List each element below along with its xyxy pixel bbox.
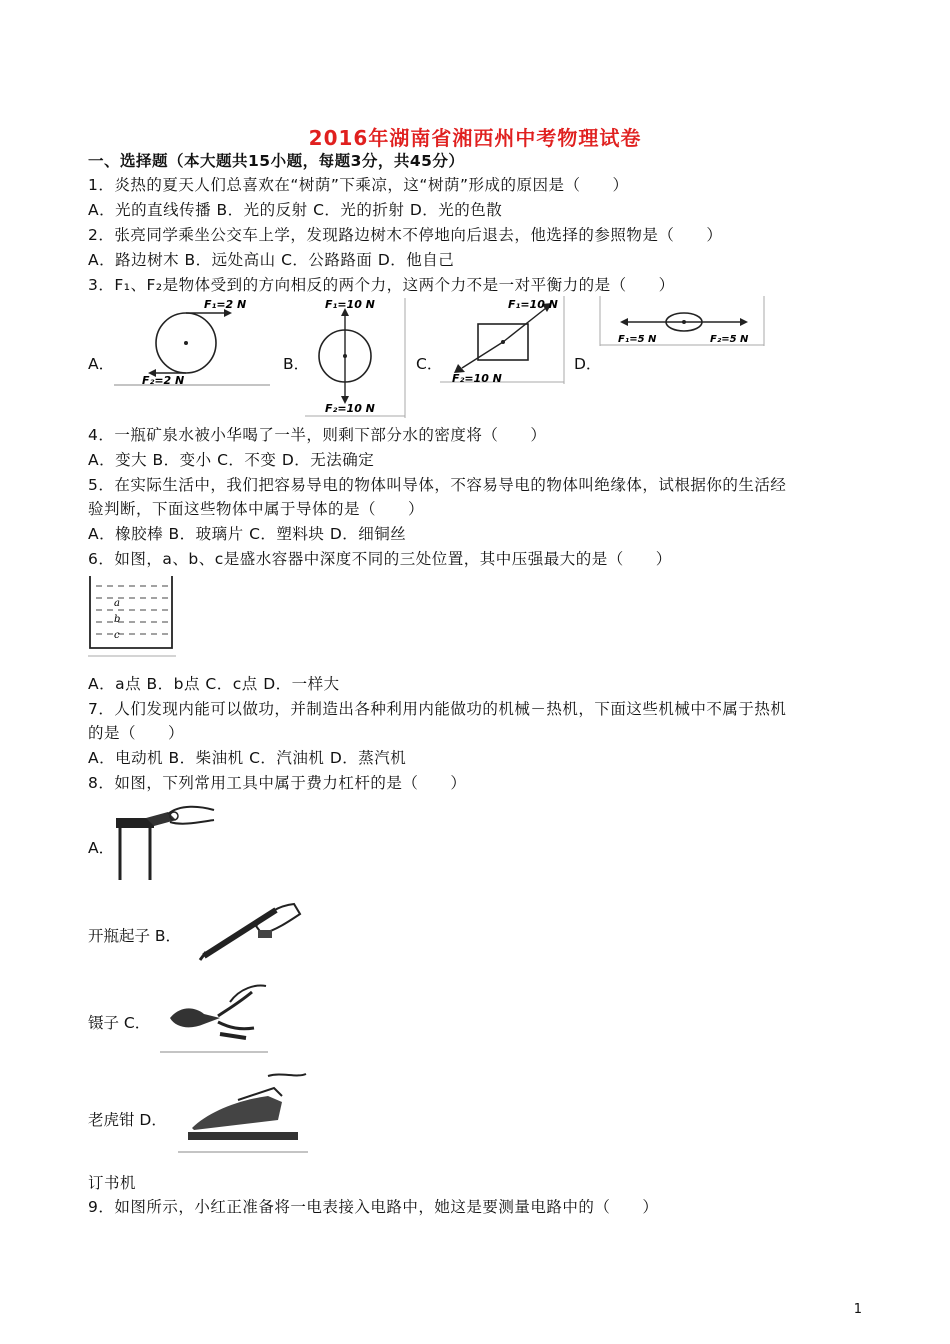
q7-options: A．电动机 B．柴油机 C．汽油机 D．蒸汽机 — [88, 749, 407, 767]
q5-stem-line2: 验判断，下面这些物体中属于导体的是（ ） — [88, 500, 425, 518]
q5-stem-line1: 5．在实际生活中，我们把容易导电的物体叫导体，不容易导电的物体叫绝缘体，试根据你的生活经 — [88, 476, 787, 494]
q8-stem: 8．如图，下列常用工具中属于费力杠杆的是（ ） — [88, 774, 467, 792]
q3c-f1-label: F₁=10 N — [508, 298, 558, 311]
section-heading: 一、选择题（本大题共15小题，每题3分，共45分） — [88, 152, 465, 170]
q6-point-a: a — [114, 598, 120, 609]
q8-figure-pliers — [160, 972, 270, 1054]
page-number: 1 — [853, 1302, 862, 1317]
q6-container-figure — [88, 574, 178, 658]
q3d-f2-label: F₂=5 N — [710, 334, 749, 345]
q5-options: A．橡胶棒 B．玻璃片 C．塑料块 D．细铜丝 — [88, 525, 407, 543]
q3d-f1-label: F₁=5 N — [618, 334, 657, 345]
q7-stem-line2: 的是（ ） — [88, 724, 185, 742]
q3c-f2-label: F₂=10 N — [452, 372, 502, 385]
q7-stem-line1: 7．人们发现内能可以做功，并制造出各种利用内能做功的机械－热机，下面这些机械中不属于热机 — [88, 700, 787, 718]
q3a-f2-label: F₂=2 N — [142, 374, 185, 387]
q8-figure-tweezers — [196, 896, 306, 966]
q8-figure-stapler — [178, 1066, 310, 1154]
q3-label-d: D． — [574, 355, 602, 373]
q2-options: A．路边树木 B．远处高山 C．公路路面 D．他自己 — [88, 251, 455, 269]
q1-stem: 1．炎热的夏天人们总喜欢在“树荫”下乘凉，这“树荫”形成的原因是（ ） — [88, 176, 629, 194]
q1-options: A．光的直线传播 B．光的反射 C．光的折射 D．光的色散 — [88, 201, 503, 219]
q8-label-b: 开瓶起子 B． — [88, 927, 182, 945]
q8-label-d: 老虎钳 D． — [88, 1111, 167, 1129]
page-title: 2016年湖南省湘西州中考物理试卷 — [308, 126, 642, 150]
q3b-f2-label: F₂=10 N — [325, 402, 375, 415]
q8-label-c: 镊子 C． — [88, 1014, 151, 1032]
q3-stem: 3．F₁、F₂是物体受到的方向相反的两个力，这两个力不是一对平衡力的是（ ） — [88, 276, 675, 294]
q3-figure-d — [598, 296, 768, 348]
q3a-f1-label: F₁=2 N — [204, 298, 247, 311]
q4-stem: 4．一瓶矿泉水被小华喝了一半，则剩下部分水的密度将（ ） — [88, 426, 547, 444]
q3b-f1-label: F₁=10 N — [325, 298, 375, 311]
q3-figure-c — [440, 296, 566, 386]
q3-label-b: B． — [283, 355, 310, 373]
q3-figure-b — [305, 298, 411, 418]
q3-label-a: A． — [88, 355, 115, 373]
q8-label-a: A． — [88, 839, 115, 857]
q3-figure-a — [112, 296, 272, 388]
q2-stem: 2．张亮同学乘坐公交车上学，发现路边树木不停地向后退去，他选择的参照物是（ ） — [88, 226, 723, 244]
q6-options: A．a点 B．b点 C．c点 D．一样大 — [88, 675, 340, 693]
q6-point-b: b — [114, 614, 121, 625]
q4-options: A．变大 B．变小 C．不变 D．无法确定 — [88, 451, 375, 469]
q8-label-end: 订书机 — [88, 1174, 137, 1192]
q6-point-c: c — [114, 630, 120, 641]
q8-figure-bottle-opener — [110, 796, 220, 886]
q6-stem: 6．如图，a、b、c是盛水容器中深度不同的三处位置，其中压强最大的是（ ） — [88, 550, 672, 568]
q3-label-c: C． — [416, 355, 443, 373]
q9-stem: 9．如图所示，小红正准备将一电表接入电路中，她这是要测量电路中的（ ） — [88, 1198, 659, 1216]
